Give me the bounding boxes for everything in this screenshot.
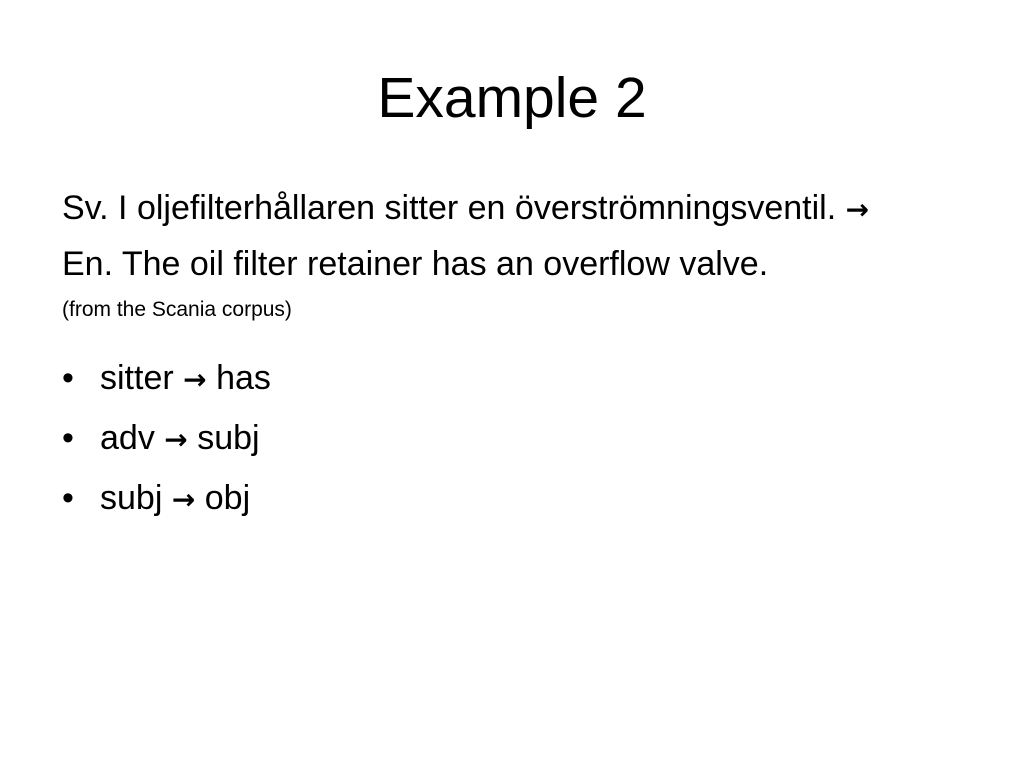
right-arrow-icon: → (845, 193, 870, 226)
right-arrow-icon: → (183, 363, 207, 396)
bullet-left: subj (100, 479, 163, 517)
source-note: (from the Scania corpus) (62, 298, 292, 321)
bullet-right: obj (204, 479, 251, 517)
right-arrow-icon: → (164, 423, 188, 456)
swedish-sentence-text: Sv. I oljefilterhållaren sitter en överströmningsventil. (62, 189, 837, 227)
slide-body (62, 186, 962, 536)
bullet-item (62, 476, 962, 522)
bullet-left: adv (100, 419, 155, 457)
bullet-item (62, 416, 962, 462)
bullet-icon: • (62, 479, 74, 517)
bullet-list (62, 356, 962, 522)
swedish-sentence (62, 186, 962, 232)
right-arrow-icon: → (171, 483, 196, 516)
bullet-left: sitter (100, 359, 174, 397)
english-sentence-text: En. The oil filter retainer has an overflow valve. (62, 245, 769, 283)
bullet-icon: • (62, 419, 74, 457)
bullet-icon: • (62, 359, 74, 397)
bullet-right: has (216, 359, 271, 397)
bullet-right: subj (197, 419, 260, 457)
bullet-item (62, 356, 962, 402)
english-sentence (62, 242, 962, 286)
slide-title: Example 2 (377, 66, 647, 130)
